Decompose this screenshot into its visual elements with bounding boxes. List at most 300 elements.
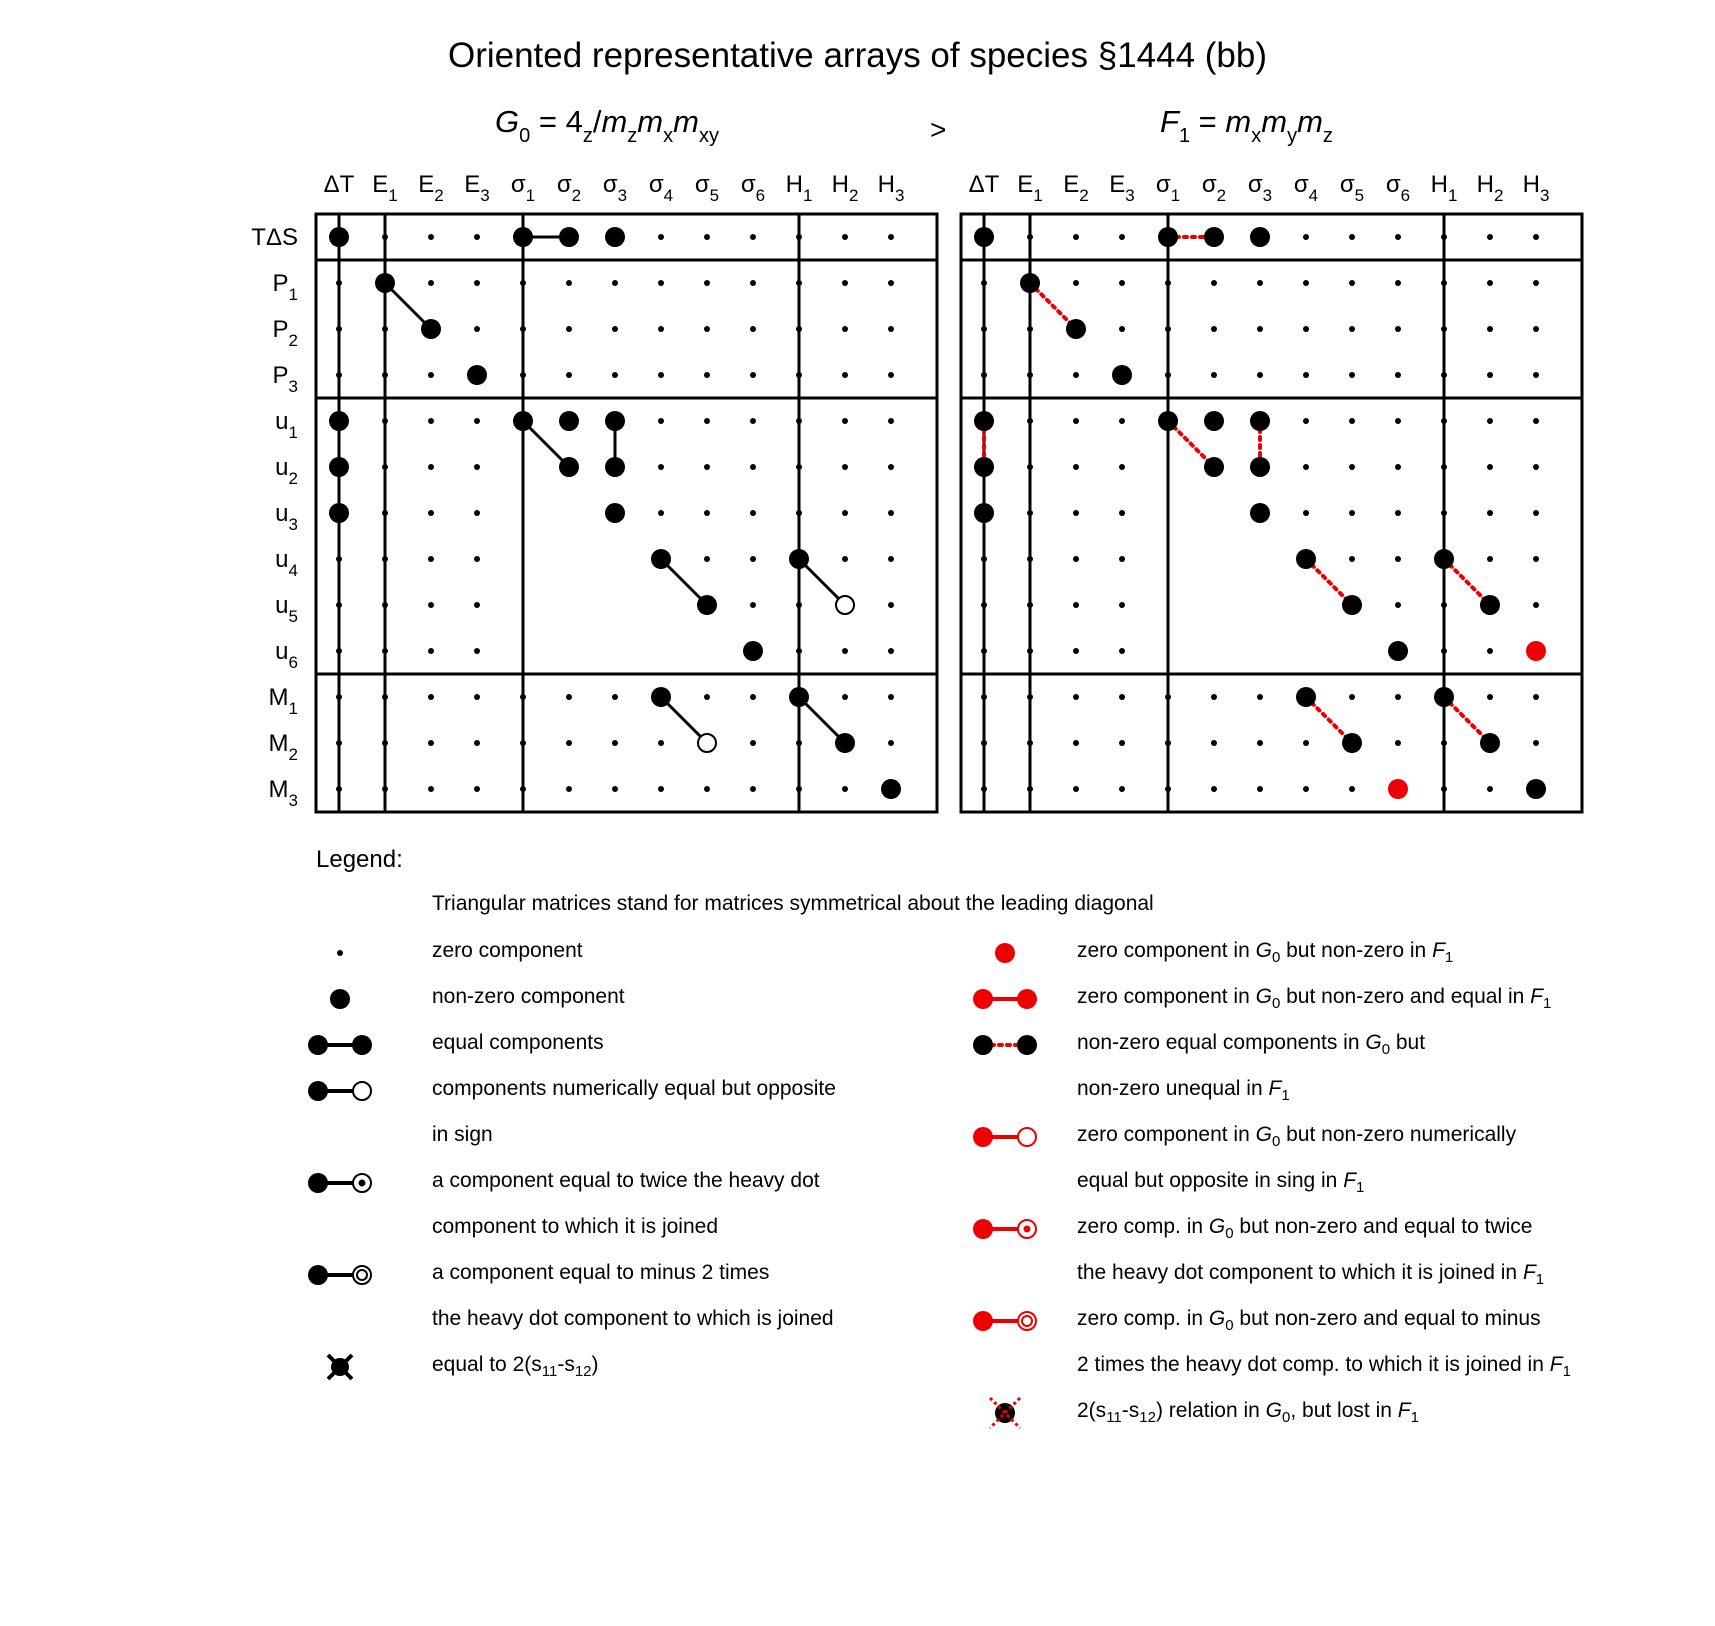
zero-dot <box>981 786 987 792</box>
nonzero-node <box>1158 227 1178 247</box>
legend-right-text-4-1: the heavy dot component to which it is joined in $F_1$ <box>1077 1261 1545 1288</box>
col-label-0-0: ΔT <box>323 171 355 198</box>
zero-dot <box>520 694 526 700</box>
zero-dot <box>474 280 480 286</box>
legend-right-symbol-6 <box>990 1398 1020 1428</box>
nonzero-node <box>789 549 809 569</box>
nonzero-node <box>1342 595 1362 615</box>
legend-note: Triangular matrices stand for matrices symmetrical about the leading diagonal <box>432 892 1154 915</box>
zero-dot <box>704 418 710 424</box>
zero-dot <box>1533 234 1539 240</box>
zero-dot <box>750 464 756 470</box>
zero-dot <box>1303 280 1309 286</box>
legend-right-symbol-5 <box>973 1311 1036 1331</box>
red-node <box>1526 641 1546 661</box>
legend-left-text-1-0: non-zero component <box>432 985 625 1008</box>
zero-dot <box>382 372 388 378</box>
zero-dot <box>382 602 388 608</box>
f1-formula: $F_1 = m_xm_ym_z$ <box>1160 104 1333 147</box>
zero-dot <box>1211 326 1217 332</box>
nonzero-node <box>789 687 809 707</box>
legend-left-text-5-1: the heavy dot component to which is joined <box>432 1307 834 1330</box>
zero-dot <box>474 786 480 792</box>
col-label-0-5: $\sigma_2$ <box>556 171 582 205</box>
zero-dot <box>1211 740 1217 746</box>
legend-right-symbol-2 <box>973 1035 1037 1055</box>
zero-dot <box>1073 280 1079 286</box>
zero-dot <box>1487 556 1493 562</box>
zero-dot <box>428 786 434 792</box>
nonzero-node <box>697 595 717 615</box>
zero-dot <box>382 510 388 516</box>
row-label-11: $M_2$ <box>268 730 298 764</box>
zero-dot <box>474 418 480 424</box>
zero-dot <box>1119 280 1125 286</box>
zero-dot <box>1487 234 1493 240</box>
zero-dot <box>520 372 526 378</box>
zero-dot <box>428 510 434 516</box>
zero-dot <box>1165 280 1171 286</box>
nonzero-node <box>1296 687 1316 707</box>
zero-dot <box>658 786 664 792</box>
legend-left-text-2-0: equal components <box>432 1031 604 1054</box>
legend-right-text-6-0: $2(s_{11}-s_{12})$ relation in $G_0$, but lost in $F_1$ <box>1077 1399 1419 1426</box>
zero-dot <box>520 786 526 792</box>
legend-left-symbol-2 <box>308 1035 372 1055</box>
zero-dot <box>1027 326 1033 332</box>
zero-dot <box>1027 464 1033 470</box>
nonzero-node <box>559 227 579 247</box>
zero-dot <box>1349 280 1355 286</box>
nonzero-node <box>513 227 533 247</box>
nonzero-node <box>605 457 625 477</box>
zero-dot <box>566 326 572 332</box>
zero-dot <box>842 464 848 470</box>
legend-left-text-3-0: components numerically equal but opposite <box>432 1077 836 1100</box>
zero-dot <box>658 234 664 240</box>
zero-dot <box>842 280 848 286</box>
zero-dot <box>428 464 434 470</box>
zero-dot <box>1487 280 1493 286</box>
row-label-1: $P_1$ <box>272 270 298 304</box>
zero-dot <box>382 418 388 424</box>
zero-dot <box>1441 648 1447 654</box>
zero-dot <box>888 602 894 608</box>
zero-dot <box>474 694 480 700</box>
zero-dot <box>1027 510 1033 516</box>
zero-dot <box>1257 786 1263 792</box>
zero-dot <box>1027 418 1033 424</box>
legend-right-text-3-0: zero component in $G_0$ but non-zero numerically <box>1077 1123 1517 1150</box>
nonzero-node <box>1480 733 1500 753</box>
zero-dot <box>1119 602 1125 608</box>
zero-dot <box>520 740 526 746</box>
nonzero-node <box>421 319 441 339</box>
zero-dot <box>888 648 894 654</box>
col-label-0-11: $H_2$ <box>831 171 859 205</box>
zero-dot <box>1257 326 1263 332</box>
zero-dot <box>474 326 480 332</box>
nonzero-node <box>1250 503 1270 523</box>
zero-dot <box>336 556 342 562</box>
zero-dot <box>1349 234 1355 240</box>
zero-dot <box>1165 740 1171 746</box>
zero-dot <box>658 326 664 332</box>
zero-dot <box>1487 418 1493 424</box>
col-label-1-1: $E_1$ <box>1017 171 1043 205</box>
legend-right-symbol-0 <box>995 943 1015 963</box>
col-label-0-7: $\sigma_4$ <box>648 171 674 205</box>
zero-dot <box>888 326 894 332</box>
nonzero-node <box>1112 365 1132 385</box>
zero-dot <box>428 694 434 700</box>
zero-dot <box>704 280 710 286</box>
zero-dot <box>1119 418 1125 424</box>
zero-dot <box>704 694 710 700</box>
nonzero-node <box>329 411 349 431</box>
zero-dot <box>474 556 480 562</box>
zero-dot <box>750 280 756 286</box>
zero-dot <box>336 786 342 792</box>
zero-dot <box>1211 694 1217 700</box>
zero-dot <box>382 786 388 792</box>
zero-dot <box>1027 234 1033 240</box>
row-label-8: $u_5$ <box>275 592 298 626</box>
zero-dot <box>1533 556 1539 562</box>
zero-dot <box>612 786 618 792</box>
zero-dot <box>1533 694 1539 700</box>
legend-left-text-4-1: component to which it is joined <box>432 1215 718 1238</box>
zero-dot <box>336 280 342 286</box>
nonzero-node <box>559 411 579 431</box>
nonzero-node <box>1250 411 1270 431</box>
zero-dot <box>1303 786 1309 792</box>
nonzero-node <box>974 411 994 431</box>
zero-dot <box>336 740 342 746</box>
zero-dot <box>1533 326 1539 332</box>
legend-left-text-4-0: a component equal to twice the heavy dot <box>432 1169 820 1192</box>
zero-dot <box>981 740 987 746</box>
g0-formula: $G_0 = 4_z/m_zm_xm_{xy}$ <box>495 104 719 147</box>
row-label-3: $P_3$ <box>272 362 298 396</box>
zero-dot <box>428 740 434 746</box>
zero-dot <box>382 464 388 470</box>
zero-dot <box>1487 326 1493 332</box>
nonzero-node <box>1204 227 1224 247</box>
zero-dot <box>842 648 848 654</box>
zero-dot <box>336 372 342 378</box>
zero-dot <box>612 740 618 746</box>
row-label-5: $u_2$ <box>275 454 298 488</box>
zero-dot <box>842 326 848 332</box>
zero-dot <box>750 372 756 378</box>
nonzero-node <box>605 411 625 431</box>
zero-dot <box>704 234 710 240</box>
zero-dot <box>658 464 664 470</box>
zero-dot <box>750 418 756 424</box>
nonzero-node <box>1296 549 1316 569</box>
nonzero-node <box>651 549 671 569</box>
nonzero-node <box>1388 641 1408 661</box>
zero-dot <box>382 740 388 746</box>
nonzero-node <box>1434 687 1454 707</box>
legend-left-text-3-1: in sign <box>432 1123 493 1146</box>
row-label-4: $u_1$ <box>275 408 298 442</box>
nonzero-node <box>1020 273 1040 293</box>
zero-dot <box>704 556 710 562</box>
zero-dot <box>1303 418 1309 424</box>
col-label-1-8: $\sigma_5$ <box>1339 171 1365 205</box>
zero-dot <box>1395 694 1401 700</box>
opposite-node <box>698 734 716 752</box>
zero-dot <box>520 280 526 286</box>
nonzero-node <box>559 457 579 477</box>
zero-dot <box>1533 372 1539 378</box>
nonzero-node <box>974 503 994 523</box>
col-label-0-10: $H_1$ <box>785 171 813 205</box>
zero-dot <box>1073 786 1079 792</box>
zero-dot <box>1073 648 1079 654</box>
zero-dot <box>1395 510 1401 516</box>
zero-dot <box>1395 740 1401 746</box>
zero-dot <box>566 694 572 700</box>
zero-dot <box>428 556 434 562</box>
zero-dot <box>1027 372 1033 378</box>
zero-dot <box>1441 740 1447 746</box>
zero-dot <box>1441 602 1447 608</box>
row-label-9: $u_6$ <box>275 638 298 672</box>
col-label-1-0: ΔT <box>968 171 1000 198</box>
col-label-1-4: $\sigma_1$ <box>1155 171 1181 205</box>
legend-right-text-0-0: zero component in $G_0$ but non-zero in $F_1$ <box>1077 939 1454 966</box>
zero-dot <box>382 648 388 654</box>
legend-left-text-0-0: zero component <box>432 939 583 962</box>
zero-dot <box>382 694 388 700</box>
zero-dot <box>1165 786 1171 792</box>
zero-dot <box>981 326 987 332</box>
zero-dot <box>1533 464 1539 470</box>
nonzero-node <box>329 503 349 523</box>
zero-dot <box>428 280 434 286</box>
zero-dot <box>1073 556 1079 562</box>
zero-dot <box>658 280 664 286</box>
zero-dot <box>474 602 480 608</box>
zero-dot <box>796 372 802 378</box>
zero-dot <box>1349 418 1355 424</box>
zero-dot <box>1395 372 1401 378</box>
zero-dot <box>1073 418 1079 424</box>
nonzero-node <box>1250 457 1270 477</box>
col-label-0-12: $H_3$ <box>877 171 905 205</box>
zero-dot <box>796 648 802 654</box>
nonzero-node <box>1342 733 1362 753</box>
nonzero-node <box>835 733 855 753</box>
legend-right-symbol-1 <box>973 989 1037 1009</box>
nonzero-node <box>1066 319 1086 339</box>
nonzero-node <box>1250 227 1270 247</box>
zero-dot <box>1395 418 1401 424</box>
legend-right-text-5-0: zero comp. in $G_0$ but non-zero and equal to minus <box>1077 1307 1541 1334</box>
zero-dot <box>888 556 894 562</box>
zero-dot <box>796 464 802 470</box>
nonzero-node <box>513 411 533 431</box>
zero-dot <box>1211 280 1217 286</box>
legend-left-text-6-0: equal to $2(s_{11}-s_{12})$ <box>432 1353 599 1380</box>
zero-dot <box>1533 740 1539 746</box>
col-label-0-9: $\sigma_6$ <box>740 171 766 205</box>
zero-dot <box>1073 372 1079 378</box>
zero-dot <box>1349 786 1355 792</box>
zero-dot <box>1349 464 1355 470</box>
zero-dot <box>566 372 572 378</box>
zero-dot <box>1441 418 1447 424</box>
nonzero-node <box>743 641 763 661</box>
zero-dot <box>1211 372 1217 378</box>
zero-dot <box>1441 464 1447 470</box>
zero-dot <box>842 786 848 792</box>
nonzero-node <box>1204 411 1224 431</box>
col-label-1-9: $\sigma_6$ <box>1385 171 1411 205</box>
zero-dot <box>981 648 987 654</box>
zero-dot <box>704 510 710 516</box>
zero-dot <box>1395 602 1401 608</box>
zero-dot <box>796 740 802 746</box>
zero-dot <box>1119 326 1125 332</box>
zero-dot <box>1533 418 1539 424</box>
zero-dot <box>842 510 848 516</box>
zero-dot <box>1395 280 1401 286</box>
zero-dot <box>704 372 710 378</box>
zero-dot <box>1303 372 1309 378</box>
zero-dot <box>1487 510 1493 516</box>
row-label-12: $M_3$ <box>268 776 298 810</box>
zero-dot <box>888 372 894 378</box>
zero-dot <box>382 556 388 562</box>
legend-right-symbol-4 <box>973 1219 1036 1239</box>
zero-dot <box>1165 694 1171 700</box>
zero-dot <box>796 234 802 240</box>
zero-dot <box>1487 464 1493 470</box>
col-label-1-2: $E_2$ <box>1063 171 1089 205</box>
row-label-7: $u_4$ <box>275 546 298 580</box>
zero-dot <box>1119 510 1125 516</box>
zero-dot <box>1441 280 1447 286</box>
zero-dot <box>1533 602 1539 608</box>
zero-dot <box>888 740 894 746</box>
page-title: Oriented representative arrays of species §1444 (bb) <box>447 36 1268 75</box>
legend-left-symbol-6 <box>328 1355 352 1379</box>
zero-dot <box>1165 326 1171 332</box>
zero-dot <box>1257 694 1263 700</box>
col-label-0-8: $\sigma_5$ <box>694 171 720 205</box>
zero-dot <box>796 418 802 424</box>
zero-dot <box>842 556 848 562</box>
zero-dot <box>1119 556 1125 562</box>
zero-dot <box>1027 648 1033 654</box>
nonzero-node <box>651 687 671 707</box>
zero-dot <box>1395 556 1401 562</box>
zero-dot <box>1165 372 1171 378</box>
zero-dot <box>1303 510 1309 516</box>
nonzero-node <box>467 365 487 385</box>
col-label-1-12: $H_3$ <box>1522 171 1550 205</box>
zero-dot <box>1257 372 1263 378</box>
zero-dot <box>428 372 434 378</box>
legend-heading: Legend: <box>316 846 403 873</box>
zero-dot <box>474 648 480 654</box>
zero-dot <box>1073 234 1079 240</box>
zero-dot <box>888 280 894 286</box>
zero-dot <box>566 786 572 792</box>
col-label-0-2: $E_2$ <box>418 171 444 205</box>
zero-dot <box>1487 694 1493 700</box>
zero-dot <box>428 602 434 608</box>
zero-dot <box>658 740 664 746</box>
zero-dot <box>750 326 756 332</box>
zero-dot <box>1119 786 1125 792</box>
zero-dot <box>658 372 664 378</box>
zero-dot <box>981 556 987 562</box>
legend-left-symbol-0 <box>337 950 343 956</box>
zero-dot <box>428 234 434 240</box>
zero-dot <box>842 234 848 240</box>
nonzero-node <box>881 779 901 799</box>
zero-dot <box>1119 464 1125 470</box>
zero-dot <box>981 694 987 700</box>
nonzero-node <box>605 503 625 523</box>
zero-dot <box>981 602 987 608</box>
zero-dot <box>382 234 388 240</box>
zero-dot <box>474 234 480 240</box>
zero-dot <box>1119 234 1125 240</box>
zero-dot <box>1487 648 1493 654</box>
zero-dot <box>1211 786 1217 792</box>
nonzero-node <box>974 227 994 247</box>
zero-dot <box>1027 602 1033 608</box>
zero-dot <box>750 234 756 240</box>
zero-dot <box>1349 326 1355 332</box>
zero-dot <box>474 740 480 746</box>
zero-dot <box>1395 326 1401 332</box>
zero-dot <box>704 326 710 332</box>
zero-dot <box>566 740 572 746</box>
legend-right-text-2-0: non-zero equal components in $G_0$ but <box>1077 1031 1426 1058</box>
opposite-node <box>836 596 854 614</box>
comparison-symbol: > <box>930 114 947 145</box>
nonzero-node <box>375 273 395 293</box>
zero-dot <box>474 464 480 470</box>
zero-dot <box>1303 326 1309 332</box>
zero-dot <box>1441 234 1447 240</box>
nonzero-node <box>329 457 349 477</box>
zero-dot <box>612 372 618 378</box>
row-label-2: $P_2$ <box>272 316 298 350</box>
col-label-1-5: $\sigma_2$ <box>1201 171 1227 205</box>
red-node <box>1388 779 1408 799</box>
zero-dot <box>612 694 618 700</box>
col-label-0-6: $\sigma_3$ <box>602 171 628 205</box>
col-label-1-6: $\sigma_3$ <box>1247 171 1273 205</box>
zero-dot <box>1073 694 1079 700</box>
zero-dot <box>1027 694 1033 700</box>
zero-dot <box>704 464 710 470</box>
nonzero-node <box>605 227 625 247</box>
legend-right-symbol-3 <box>973 1127 1036 1147</box>
legend-right-text-3-1: equal but opposite in sing in $F_1$ <box>1077 1169 1365 1196</box>
zero-dot <box>1441 326 1447 332</box>
zero-dot <box>566 280 572 286</box>
legend-right-text-2-1: non-zero unequal in $F_1$ <box>1077 1077 1290 1104</box>
